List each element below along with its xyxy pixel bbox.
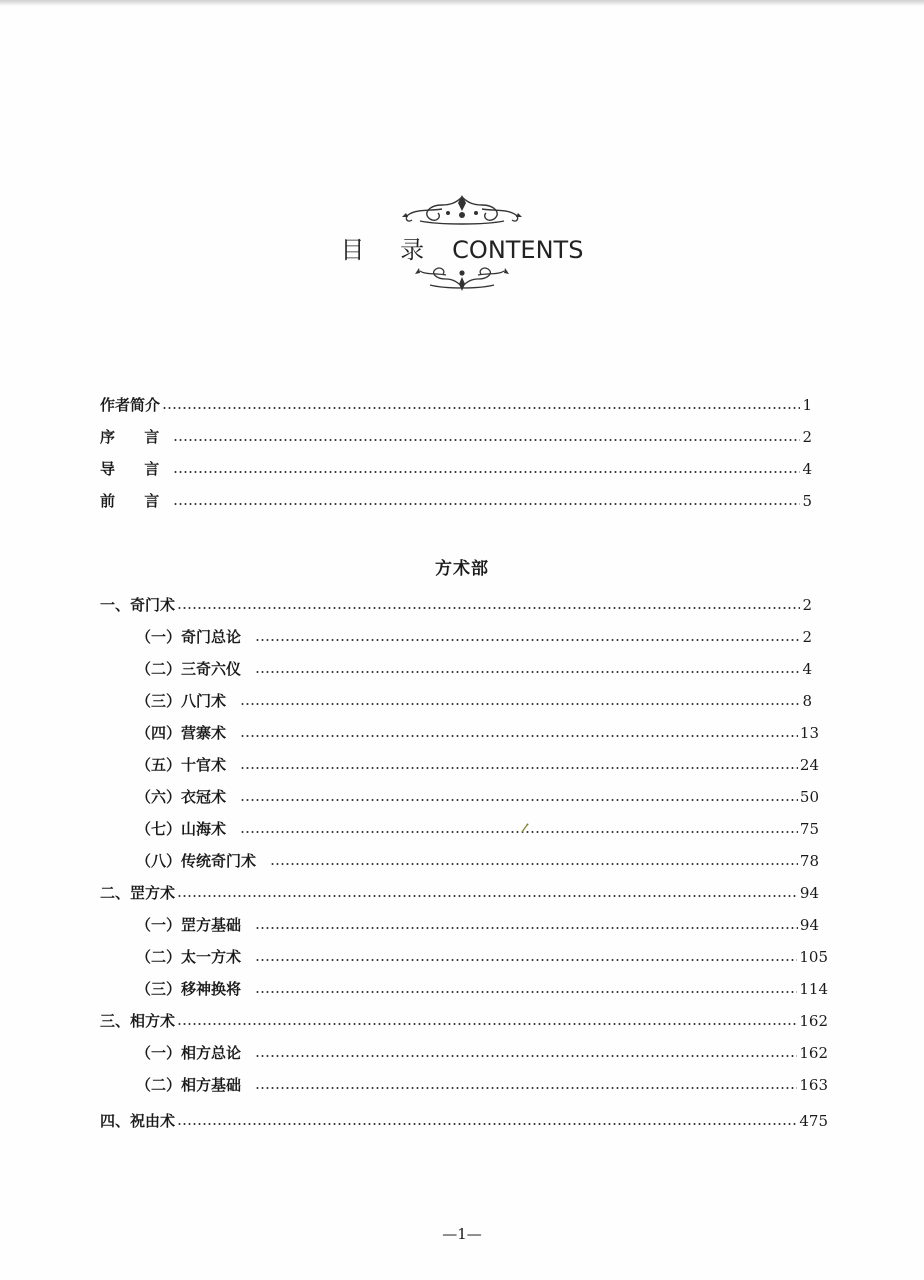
dot-leader xyxy=(255,639,800,641)
toc-chapter-entry[interactable] xyxy=(100,594,812,616)
toc-entry-label: （三）八门术 xyxy=(136,692,227,710)
toc-entry[interactable] xyxy=(100,394,812,416)
toc-entry-label: 三、相方术 xyxy=(100,1012,176,1030)
title-cn: 目 录 xyxy=(340,236,439,264)
toc-entry-label: 导 言 xyxy=(100,460,172,478)
toc-entry-page: 94 xyxy=(799,916,819,934)
dot-leader xyxy=(270,863,798,865)
toc-entry-page: 105 xyxy=(799,948,828,966)
toc-subentry[interactable] xyxy=(136,690,812,712)
dot-leader xyxy=(255,959,797,961)
dot-leader xyxy=(240,799,798,801)
toc-entry[interactable] xyxy=(100,490,812,512)
toc-entry-page: 4 xyxy=(802,660,812,678)
toc-entry-page: 78 xyxy=(799,852,819,870)
dot-leader xyxy=(240,831,798,833)
toc-entry-label: （一）罡方基础 xyxy=(136,916,242,934)
toc-subentry[interactable] xyxy=(136,786,819,808)
dot-leader xyxy=(173,471,800,473)
page-edge-shadow xyxy=(0,0,924,6)
dot-leader xyxy=(255,927,798,929)
dot-leader xyxy=(240,735,798,737)
section-heading: 方术部 xyxy=(435,559,489,579)
toc-subentry[interactable] xyxy=(136,946,828,968)
toc-entry-label: 四、祝由术 xyxy=(100,1112,176,1130)
toc-subentry[interactable] xyxy=(136,754,819,776)
toc-entry-label: （七）山海术 xyxy=(136,820,227,838)
toc-chapter-entry[interactable] xyxy=(100,1110,828,1132)
toc-entry[interactable] xyxy=(100,426,812,448)
toc-entry-page: 24 xyxy=(799,756,819,774)
dot-leader xyxy=(173,503,800,505)
toc-subentry[interactable] xyxy=(136,1074,828,1096)
toc-subentry[interactable] xyxy=(136,818,819,840)
toc-entry[interactable] xyxy=(100,458,812,480)
toc-subentry[interactable] xyxy=(136,850,819,872)
dot-leader xyxy=(255,1087,797,1089)
toc-subentry[interactable] xyxy=(136,978,828,1000)
page-title xyxy=(0,230,924,265)
toc-entry-page: 163 xyxy=(799,1076,828,1094)
toc-chapter-entry[interactable] xyxy=(100,882,819,904)
pencil-mark-icon xyxy=(520,822,530,834)
dot-leader xyxy=(255,671,800,673)
toc-subentry[interactable] xyxy=(136,626,812,648)
dot-leader xyxy=(173,439,800,441)
toc-entry-label: （四）营寨术 xyxy=(136,724,227,742)
toc-entry-label: （二）三奇六仪 xyxy=(136,660,242,678)
toc-entry-page: 2 xyxy=(802,428,812,446)
toc-entry-label: 前 言 xyxy=(100,492,172,510)
title-en: CONTENTS xyxy=(452,236,584,264)
toc-subentry[interactable] xyxy=(136,1042,828,1064)
toc-entry-label: （六）衣冠术 xyxy=(136,788,227,806)
toc-entry-page: 75 xyxy=(799,820,819,838)
toc-entry-page: 50 xyxy=(799,788,819,806)
toc-entry-label: （二）相方基础 xyxy=(136,1076,242,1094)
toc-entry-label: （五）十官术 xyxy=(136,756,227,774)
toc-entry-page: 114 xyxy=(799,980,828,998)
toc-subentry[interactable] xyxy=(136,658,812,680)
toc-entry-label: （三）移神换将 xyxy=(136,980,242,998)
dot-leader xyxy=(255,1055,797,1057)
scroll-flourish-icon xyxy=(400,193,524,227)
toc-entry-label: 二、罡方术 xyxy=(100,884,176,902)
toc-entry-label: 作者简介 xyxy=(100,396,161,414)
dot-leader xyxy=(177,1123,797,1125)
toc-entry-label: 一、奇门术 xyxy=(100,596,176,614)
dot-leader xyxy=(162,407,800,409)
toc-entry-label: （一）奇门总论 xyxy=(136,628,242,646)
toc-entry-label: （二）太一方术 xyxy=(136,948,242,966)
toc-entry-page: 8 xyxy=(802,692,812,710)
dot-leader xyxy=(240,703,800,705)
toc-entry-page: 13 xyxy=(799,724,819,742)
scroll-flourish-icon xyxy=(414,265,510,293)
dot-leader xyxy=(240,767,798,769)
toc-entry-page: 5 xyxy=(802,492,812,510)
dot-leader xyxy=(255,991,797,993)
toc-entry-label: （一）相方总论 xyxy=(136,1044,242,1062)
toc-entry-page: 162 xyxy=(799,1012,828,1030)
toc-entry-page: 2 xyxy=(802,628,812,646)
dot-leader xyxy=(177,895,798,897)
toc-entry-page: 1 xyxy=(802,396,812,414)
toc-entry-page: 475 xyxy=(799,1112,828,1130)
dot-leader xyxy=(177,607,800,609)
page-number: —1— xyxy=(442,1225,482,1243)
toc-entry-page: 2 xyxy=(802,596,812,614)
toc-entry-page: 162 xyxy=(799,1044,828,1062)
toc-chapter-entry[interactable] xyxy=(100,1010,828,1032)
toc-subentry[interactable] xyxy=(136,722,819,744)
toc-subentry[interactable] xyxy=(136,914,819,936)
dot-leader xyxy=(177,1023,797,1025)
toc-entry-page: 4 xyxy=(802,460,812,478)
toc-entry-label: 序 言 xyxy=(100,428,172,446)
toc-entry-page: 94 xyxy=(799,884,819,902)
toc-entry-label: （八）传统奇门术 xyxy=(136,852,257,870)
